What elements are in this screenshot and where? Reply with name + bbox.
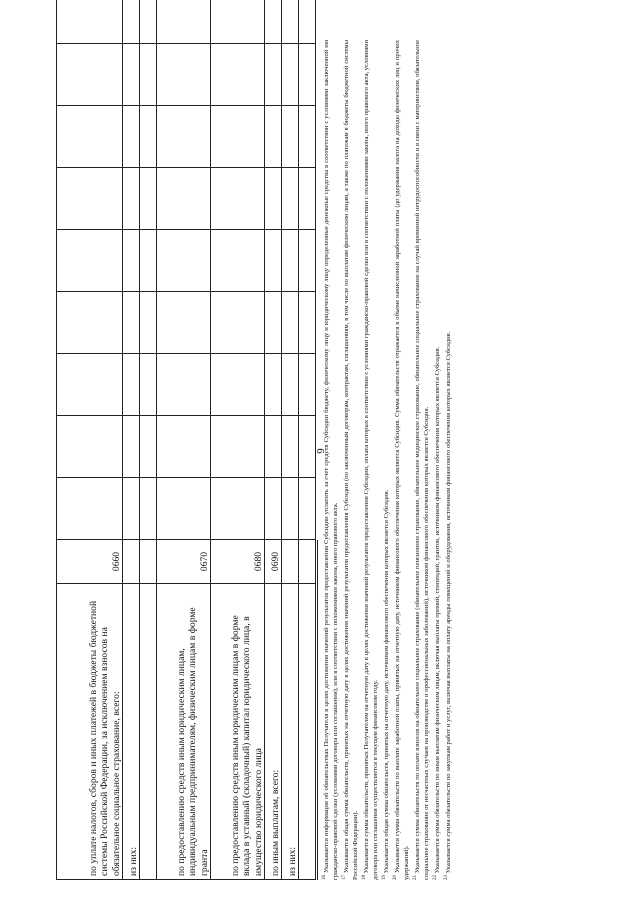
value-cell <box>157 478 211 540</box>
value-cell <box>282 106 299 168</box>
row-label: по уплате налогов, сборов и иных платежей в бюджеты бюджетной системы Российской Федерации, за исключением взносов на обязательное социальное страхование, всего: <box>57 584 123 880</box>
value-cell <box>299 478 316 540</box>
value-cell <box>57 0 123 44</box>
value-cell <box>282 168 299 230</box>
table-row <box>123 0 140 880</box>
value-cell <box>265 168 282 230</box>
row-code: 0690 <box>265 540 282 584</box>
value-cell <box>265 292 282 354</box>
value-cell <box>157 0 211 44</box>
value-cell <box>157 354 211 416</box>
value-cell <box>140 0 157 44</box>
value-cell <box>265 44 282 106</box>
value-cell <box>57 44 123 106</box>
value-cell <box>265 416 282 478</box>
value-cell <box>157 106 211 168</box>
table-row <box>282 0 299 880</box>
value-cell <box>265 106 282 168</box>
value-cell <box>123 292 140 354</box>
row-code <box>299 540 316 584</box>
footnote: $^{23}$ Указывается сумма обязательств по закупкам работ и услуг, включая выплаты на оплату аренды помещений и оборудования, источником финансового обеспечения которых является Субсидия. <box>444 331 453 880</box>
value-cell <box>211 292 265 354</box>
value-cell <box>123 354 140 416</box>
value-cell <box>282 478 299 540</box>
value-cell <box>123 416 140 478</box>
value-cell <box>140 478 157 540</box>
value-cell <box>123 0 140 44</box>
value-cell <box>140 168 157 230</box>
value-cell <box>211 354 265 416</box>
value-cell <box>57 230 123 292</box>
value-cell <box>282 416 299 478</box>
row-code <box>282 540 299 584</box>
footnote: $^{18}$ Указывается сумма обязательств, принятых Получателем на отчетную дату в целях достижения значений результатов предоставления Субсидии, оплата которых в соответствии с условиями гражданско-правовой сделки или в соответствии с положениями закона, иного правового акта, условиями договора или соглашения осуществляется в текущем финансовом году. <box>362 40 380 880</box>
value-cell <box>57 106 123 168</box>
row-label: по иным выплатам, всего: <box>265 584 282 880</box>
value-cell <box>123 168 140 230</box>
value-cell <box>282 354 299 416</box>
footnotes <box>321 40 454 880</box>
row-label: по предоставлению средств иным юридическим лицам, индивидуальным предпринимателям, физическим лицам в форме гранта <box>157 584 211 880</box>
value-cell <box>211 230 265 292</box>
obligations-table <box>56 0 316 880</box>
page-number: 6 <box>313 448 326 454</box>
value-cell <box>299 44 316 106</box>
value-cell <box>57 354 123 416</box>
value-cell <box>211 44 265 106</box>
value-cell <box>299 106 316 168</box>
table-row <box>57 0 123 880</box>
value-cell <box>211 416 265 478</box>
value-cell <box>282 292 299 354</box>
value-cell <box>265 0 282 44</box>
value-cell <box>282 44 299 106</box>
value-cell <box>211 106 265 168</box>
value-cell <box>140 44 157 106</box>
footnote: $^{20}$ Указывается сумма обязательств по выплате заработной платы, принятых на отчетную дату, источником финансового обеспечения которых является Субсидия. Сумма обязательств отражается в объеме начисленной заработной платы (до удержания налога на доходы физических лиц и прочих удержаний). <box>393 40 411 880</box>
value-cell <box>157 44 211 106</box>
row-code: 0670 <box>157 540 211 584</box>
value-cell <box>157 168 211 230</box>
rotated-page-content <box>56 40 576 880</box>
row-label: из них: <box>123 584 140 880</box>
footnote: $^{16}$ Указывается информация об обязательствах Получателя в целях достижения значений результатов предоставления Субсидии уплатить за счет средств Субсидии бюджету, физическому лицу и юридическому лицу определенные денежные средства в соответствии с условиями заключенной им гражданско-правовой сделки (условиями договора или соглашения), или в соответствии с положениями закона, иного правового акта. <box>322 40 340 880</box>
value-cell <box>299 416 316 478</box>
value-cell <box>211 478 265 540</box>
value-cell <box>299 168 316 230</box>
row-label: из них: <box>282 584 299 880</box>
value-cell <box>265 354 282 416</box>
row-code <box>140 540 157 584</box>
row-label <box>140 584 157 880</box>
footnote: $^{19}$ Указывается общая сумма обязательств, принятых на отчетную дату, источником финансового обеспечения которых является Субсидия. <box>382 489 391 880</box>
row-label: по предоставлению средств иным юридическим лицам в форме вклада в уставный (складочный) капитал юридического лица, в имущество юридического лица <box>211 584 265 880</box>
value-cell <box>265 230 282 292</box>
value-cell <box>265 478 282 540</box>
value-cell <box>140 292 157 354</box>
footnote: $^{21}$ Указывается сумма обязательств по оплате взносов на обязательное социальное страхование (обязательное пенсионное страхование, обязательное медицинское страхование, обязательное социальное страхование на случай временной нетрудоспособности и в связи с материнством, обязательное социальное страхование от несчастных случаев на производстве и профессиональных заболеваний), источником финансового обеспечения которых является Субсидия. <box>413 40 431 880</box>
value-cell <box>123 44 140 106</box>
value-cell <box>299 0 316 44</box>
value-cell <box>211 0 265 44</box>
value-cell <box>140 230 157 292</box>
value-cell <box>57 416 123 478</box>
value-cell <box>299 292 316 354</box>
value-cell <box>157 416 211 478</box>
footnote: $^{22}$ Указывается сумма обязательств по иным выплатам физическим лицам, включая выплаты премий, стипендий, грантов, источником финансового обеспечения которых является Субсидия. <box>433 346 442 880</box>
row-label <box>299 584 316 880</box>
table-row <box>157 0 211 880</box>
row-code: 0660 <box>57 540 123 584</box>
value-cell <box>157 292 211 354</box>
value-cell <box>140 106 157 168</box>
value-cell <box>282 230 299 292</box>
table-row <box>140 0 157 880</box>
row-code: 0680 <box>211 540 265 584</box>
value-cell <box>123 230 140 292</box>
value-cell <box>211 168 265 230</box>
value-cell <box>123 106 140 168</box>
value-cell <box>57 478 123 540</box>
footnote-separator <box>317 540 318 880</box>
value-cell <box>140 416 157 478</box>
value-cell <box>57 168 123 230</box>
value-cell <box>140 354 157 416</box>
row-code <box>123 540 140 584</box>
table-row <box>211 0 265 880</box>
value-cell <box>57 292 123 354</box>
table-row <box>299 0 316 880</box>
value-cell <box>157 230 211 292</box>
table-row <box>265 0 282 880</box>
value-cell <box>299 230 316 292</box>
value-cell <box>299 354 316 416</box>
value-cell <box>282 0 299 44</box>
footnote: $^{17}$ Указывается общая сумма обязательств, принятых на отчетную дату в целях достижения значений результатов предоставления Субсидии (по заключенным договорам, контрактам, соглашениям, в том числе по выплатам физическим лицам, а также по платежам в бюджеты бюджетной системы Российской Федерации). <box>342 40 360 880</box>
value-cell <box>123 478 140 540</box>
